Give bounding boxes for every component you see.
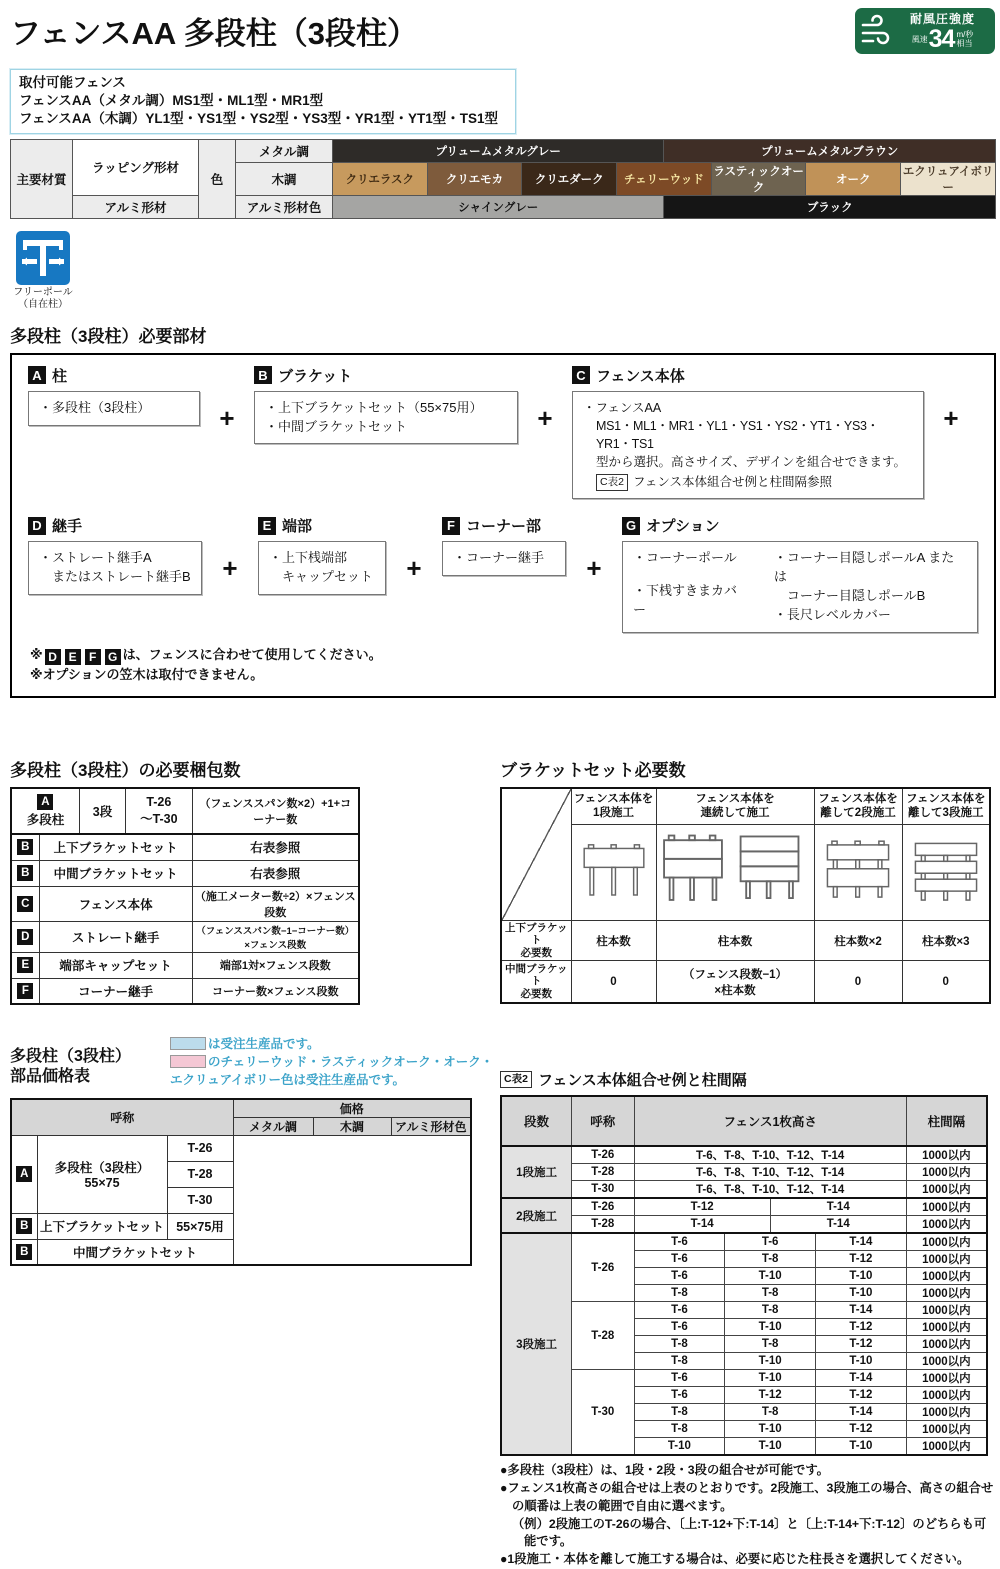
combo-height: T-14 xyxy=(816,1233,907,1251)
packing-row-badge: B xyxy=(17,865,33,881)
part-g-badge: G xyxy=(622,517,640,535)
combo-height: T-8 xyxy=(634,1353,725,1370)
combo-height: T-10 xyxy=(725,1370,816,1387)
combo-name: T-26 xyxy=(572,1146,635,1164)
packing-row-a-badge: A xyxy=(37,794,53,810)
part-e-end xyxy=(258,515,386,595)
footer-note-example: （例）2段施工のT-26の場合、〔上:T-12+下:T-14〕と〔上:T-14+下:T-12〕のどちらも可能です。 xyxy=(512,1516,987,1549)
part-e-item2: キャップセット xyxy=(282,569,373,585)
price-header: 価格 xyxy=(233,1099,471,1118)
table-row xyxy=(11,952,359,978)
plus-sign: + xyxy=(537,402,553,433)
part-g-item4: コーナー目隠しポールB xyxy=(786,587,926,603)
combo-spacing: 1000以内 xyxy=(906,1233,987,1251)
combo-height: T-12 xyxy=(816,1421,907,1438)
wind-speed-unit: m/秒 xyxy=(956,29,974,39)
packing-row-label: 上下ブラケットセット xyxy=(39,834,192,860)
table-row xyxy=(11,978,359,1004)
price-col-wood: 木調 xyxy=(313,1117,391,1135)
combo-spacing: 1000以内 xyxy=(906,1353,987,1370)
footer-notes xyxy=(500,1462,995,1569)
part-a-badge: A xyxy=(28,366,46,384)
diagram-continuous xyxy=(656,824,814,920)
part-g-title: オプション xyxy=(646,518,720,536)
combo-spacing: 1000以内 xyxy=(906,1421,987,1438)
combo-spacing: 1000以内 xyxy=(906,1268,987,1285)
wind-badge-title: 耐風圧強度 xyxy=(909,12,975,26)
part-a-post xyxy=(28,365,200,426)
note2-text: ※オプションの笠木は取付できません。 xyxy=(30,666,264,682)
combo-spacing: 1000以内 xyxy=(906,1319,987,1336)
compatible-fences-title: 取付可能フェンス xyxy=(19,75,126,90)
part-e-badge: E xyxy=(258,517,276,535)
wind-speed-value: 34 xyxy=(928,25,955,53)
combo-height: T-8 xyxy=(634,1421,725,1438)
part-b-item1: ・上下ブラケットセット（55×75用） xyxy=(265,399,483,415)
part-b-badge: B xyxy=(254,366,272,384)
part-d-item2: またはストレート継手B xyxy=(52,569,191,585)
price-col-alumi: アルミ形材色 xyxy=(391,1117,471,1135)
bracket-col3-header: フェンス本体を xyxy=(818,793,898,806)
combo-group-3dan: 3段施工 xyxy=(501,1233,572,1455)
note1-prefix: ※ xyxy=(30,646,43,662)
combo-header-height: フェンス1枚高さ xyxy=(634,1096,906,1146)
fence-combination-table xyxy=(500,1095,988,1456)
part-d-item1: ・ストレート継手A xyxy=(39,550,152,566)
table-row xyxy=(11,886,359,921)
price-row-b2-name: 中間ブラケットセット xyxy=(37,1239,233,1265)
diagonal-header-cell xyxy=(501,788,571,920)
combo-group-2dan: 2段施工 xyxy=(501,1198,572,1233)
plus-sign: + xyxy=(586,553,602,584)
combo-height: T-12 xyxy=(816,1387,907,1404)
plus-sign: + xyxy=(943,402,959,433)
note-badge-e: E xyxy=(65,649,81,665)
packing-row-a-formula: （フェンススパン数×2）+1+コーナー数 xyxy=(192,788,359,834)
category-alumi-label: アルミ形材色 xyxy=(236,195,333,218)
category-metal-label: メタル調 xyxy=(236,139,333,162)
parts-notes xyxy=(30,645,978,685)
combo-height: T-10 xyxy=(816,1285,907,1302)
color-swatch-currie-dark: クリエダーク xyxy=(522,162,617,195)
price-row-a-name: 多段柱（3段柱） xyxy=(54,1161,150,1176)
color-swatch-plume-metal-gray: プリュームメタルグレー xyxy=(333,139,664,162)
table-row xyxy=(11,921,359,952)
packing-row-formula: 右表参照 xyxy=(192,860,359,886)
combo-spacing: 1000以内 xyxy=(906,1164,987,1181)
part-f-title: コーナー部 xyxy=(466,518,542,536)
combo-header-spacing: 柱間隔 xyxy=(906,1096,987,1146)
footer-note-2: ●フェンス1枚高さの組合せは上表のとおりです。2段施工、3段施工の場合、高さの組合せの順番は上表の範囲で自由に選べます。 xyxy=(500,1480,994,1513)
ref-table-text: フェンス本体組合せ例と柱間隔参照 xyxy=(632,475,832,490)
color-swatch-currie-rusk: クリエラスク xyxy=(333,162,428,195)
packing-row-a-size2: ～T-30 xyxy=(140,812,178,827)
combo-height: T-8 xyxy=(725,1336,816,1353)
updown-value-4: 柱本数×3 xyxy=(902,920,990,961)
part-b-title: ブラケット xyxy=(278,367,353,385)
combo-name: T-30 xyxy=(572,1370,635,1456)
part-c-title: フェンス本体 xyxy=(596,367,685,385)
updown-value-3: 柱本数×2 xyxy=(814,920,902,961)
compatible-fences-line-wood: フェンスAA（木調）YL1型・YS1型・YS2型・YS3型・YR1型・YT1型・TS1型 xyxy=(19,111,499,127)
packing-row-label: フェンス本体 xyxy=(39,886,192,921)
packing-row-badge: F xyxy=(17,983,33,999)
packing-row-badge: E xyxy=(17,957,33,973)
combo-name: T-28 xyxy=(572,1302,635,1370)
packing-row-formula: 右表参照 xyxy=(192,834,359,860)
combo-spacing: 1000以内 xyxy=(906,1302,987,1319)
plus-sign: + xyxy=(406,553,422,584)
combo-name: T-28 xyxy=(572,1164,635,1181)
color-swatch-rustic-oak: ラスティックオーク xyxy=(711,162,806,195)
part-c-item3: 型から選択。高さサイズ、デザインを組合せできます。 xyxy=(596,455,907,470)
combo-heights: T-6、T-8、T-10、T-12、T-14 xyxy=(634,1164,906,1181)
combo-height: T-8 xyxy=(634,1404,725,1421)
wind-pressure-badge xyxy=(855,8,995,54)
color-swatch-currie-mocha: クリエモカ xyxy=(427,162,522,195)
wind-speed-suffix: 相当 xyxy=(956,38,973,48)
page-title: フェンスAA 多段柱（3段柱） xyxy=(10,16,418,51)
combo-group-1dan: 1段施工 xyxy=(501,1146,572,1198)
combo-height: T-10 xyxy=(725,1268,816,1285)
color-swatch-cherry-wood: チェリーウッド xyxy=(617,162,712,195)
combo-height: T-8 xyxy=(634,1285,725,1302)
price-row-a-size-2: T-28 xyxy=(167,1161,233,1187)
combo-heights: T-6、T-8、T-10、T-12、T-14 xyxy=(634,1181,906,1199)
note1-text: は、フェンスに合わせて使用してください。 xyxy=(122,646,382,662)
combo-height: T-6 xyxy=(634,1268,725,1285)
table-row xyxy=(501,1181,987,1199)
packing-count-table xyxy=(10,787,360,1005)
combo-height: T-10 xyxy=(816,1268,907,1285)
part-a-title: 柱 xyxy=(52,367,68,385)
combo-height: T-6 xyxy=(634,1251,725,1268)
table-row xyxy=(11,860,359,886)
color-swatch-shine-gray: シャイングレー xyxy=(333,195,664,218)
combo-height: T-14 xyxy=(634,1216,770,1234)
packing-row-label: ストレート継手 xyxy=(39,921,192,952)
part-e-title: 端部 xyxy=(282,518,313,536)
price-row-a-badge: A xyxy=(16,1166,32,1182)
packing-row-badge: C xyxy=(17,896,33,912)
part-g-item2: ・下桟すきまカバー xyxy=(633,583,738,617)
price-table-heading-line2: 部品価格表 xyxy=(10,1068,91,1086)
freepole-caption-line1: フリーポール xyxy=(13,286,73,298)
packing-row-a-name: 多段柱 xyxy=(26,813,65,828)
updown-value-2: 柱本数 xyxy=(656,920,814,961)
combo-height: T-6 xyxy=(634,1370,725,1387)
color-swatch-ecru-ivory: エクリュアイボリー xyxy=(901,162,996,195)
combo-height: T-12 xyxy=(634,1198,770,1216)
combo-name: T-26 xyxy=(572,1198,635,1216)
table-row xyxy=(501,1302,987,1319)
price-row-b2-badge: B xyxy=(16,1244,32,1260)
packing-row-a-size1: T-26 xyxy=(146,795,172,810)
combo-height: T-10 xyxy=(725,1438,816,1456)
middle-value-2: （フェンス段数−1） xyxy=(682,968,788,981)
packing-row-badge: D xyxy=(17,929,33,945)
note-badge-g: G xyxy=(105,649,121,665)
combo-name: T-30 xyxy=(572,1181,635,1199)
compatible-fences-line-metal: フェンスAA（メタル調）MS1型・ML1型・MR1型 xyxy=(19,93,324,109)
combo-height: T-8 xyxy=(634,1336,725,1353)
middle-bracket-label: 中間ブラケット xyxy=(505,962,568,988)
diagram-spaced-three-tier xyxy=(902,824,990,920)
combo-height: T-12 xyxy=(816,1251,907,1268)
combo-spacing: 1000以内 xyxy=(906,1251,987,1268)
packing-row-formula: 端部1対×フェンス段数 xyxy=(192,952,359,978)
combo-spacing: 1000以内 xyxy=(906,1198,987,1216)
table-row xyxy=(501,1164,987,1181)
material-main-label: 主要材質 xyxy=(11,139,73,218)
material-wrap-label: ラッピング形材 xyxy=(73,139,199,195)
combo-height: T-10 xyxy=(816,1438,907,1456)
updown-bracket-label: 上下ブラケット xyxy=(505,921,568,947)
combo-height: T-14 xyxy=(770,1216,906,1234)
part-d-title: 継手 xyxy=(52,518,83,536)
combo-height: T-14 xyxy=(816,1404,907,1421)
packing-table-heading: 多段柱（3段柱）の必要梱包数 xyxy=(10,761,241,781)
freepole-caption-line2: （自在柱） xyxy=(18,299,68,311)
bracket-count-table: フェンス本体を 1段施工 フェンス本体を 連続して施工 フェンス本体を 離して2段施工 フェンス本体を 離して3段施工 上下ブラケット 必要数 柱本数 柱本数 柱本数×2 柱本数×3 中間ブラケット 必要数 0 （フェンス段数−1） ×柱本数 0 0 xyxy=(500,787,991,1004)
wind-icon xyxy=(859,14,893,48)
part-f-corner xyxy=(442,515,566,576)
parts-price-table xyxy=(10,1098,472,1267)
part-f-item1: ・コーナー継手 xyxy=(453,550,545,566)
compatible-fences-box xyxy=(10,69,516,134)
parts-section-heading: 多段柱（3段柱）必要部材 xyxy=(10,326,207,346)
price-row-a-size-1: T-26 xyxy=(167,1135,233,1161)
combo-spacing: 1000以内 xyxy=(906,1181,987,1199)
price-row-a-size-3: T-30 xyxy=(167,1187,233,1213)
required-parts-box xyxy=(10,353,996,699)
price-table-heading-line1: 多段柱（3段柱） xyxy=(10,1048,131,1066)
page-header xyxy=(10,8,995,54)
combo-table-heading: フェンス本体組合せ例と柱間隔 xyxy=(537,1072,747,1090)
price-row-b1-name: 上下ブラケットセット xyxy=(37,1213,167,1239)
middle-value-1: 0 xyxy=(571,961,656,1003)
color-swatch-plume-metal-brown: プリュームメタルブラウン xyxy=(664,139,996,162)
price-row-b1-size: 55×75用 xyxy=(167,1213,233,1239)
combo-height: T-14 xyxy=(770,1198,906,1216)
table-row: A 多段柱（3段柱） 55×75 T-26 xyxy=(11,1135,471,1161)
packing-row-label: コーナー継手 xyxy=(39,978,192,1004)
part-c-badge: C xyxy=(572,366,590,384)
combo-header-dan: 段数 xyxy=(501,1096,572,1146)
table-row xyxy=(501,1216,987,1234)
combo-heights: T-6、T-8、T-10、T-12、T-14 xyxy=(634,1146,906,1164)
combo-spacing: 1000以内 xyxy=(906,1285,987,1302)
combo-height: T-8 xyxy=(725,1404,816,1421)
color-swatch-oak: オーク xyxy=(806,162,901,195)
diagram-one-tier xyxy=(571,824,656,920)
combo-height: T-12 xyxy=(816,1319,907,1336)
diagram-spaced-two-tier xyxy=(814,824,902,920)
combo-height: T-14 xyxy=(816,1302,907,1319)
packing-row-badge: B xyxy=(17,839,33,855)
part-b-item2: ・中間ブラケットセット xyxy=(265,418,407,434)
combo-height: T-6 xyxy=(634,1387,725,1404)
table-row xyxy=(11,834,359,860)
color-label: 色 xyxy=(199,139,236,218)
combo-height: T-10 xyxy=(634,1438,725,1456)
table-row xyxy=(501,1233,987,1251)
packing-row-formula: （施工メーター数÷2）×フェンス段数 xyxy=(192,886,359,921)
made-to-order-legend xyxy=(170,1035,500,1089)
table-row xyxy=(501,1146,987,1164)
combo-spacing: 1000以内 xyxy=(906,1438,987,1456)
price-row-b1-badge: B xyxy=(16,1218,32,1234)
ref-table-tag: C表2 xyxy=(596,474,628,491)
combo-name: T-26 xyxy=(572,1233,635,1302)
middle-value-3: 0 xyxy=(814,961,902,1003)
bracket-col2-header: フェンス本体を xyxy=(695,793,775,806)
combo-height: T-12 xyxy=(725,1387,816,1404)
packing-row-label: 端部キャップセット xyxy=(39,952,192,978)
part-g-options xyxy=(622,515,978,632)
legend-blue-swatch xyxy=(170,1037,206,1050)
part-b-bracket xyxy=(254,365,518,445)
combo-spacing: 1000以内 xyxy=(906,1387,987,1404)
price-col-metal: メタル調 xyxy=(233,1117,313,1135)
combo-height: T-12 xyxy=(816,1336,907,1353)
table-row xyxy=(501,1198,987,1216)
bracket-col4-header: フェンス本体を xyxy=(905,793,986,806)
combo-height: T-6 xyxy=(634,1319,725,1336)
middle-value-4: 0 xyxy=(902,961,990,1003)
note-badge-f: F xyxy=(85,649,101,665)
plus-sign: + xyxy=(219,402,235,433)
combo-height: T-8 xyxy=(725,1302,816,1319)
category-wood-label: 木調 xyxy=(236,162,333,195)
part-a-item: ・多段柱（3段柱） xyxy=(39,399,151,415)
legend-pink-swatch xyxy=(170,1055,206,1068)
combo-height: T-14 xyxy=(816,1370,907,1387)
combo-name: T-28 xyxy=(572,1216,635,1234)
footer-note-3: ●1段施工・本体を離して施工する場合は、必要に応じた柱長さを選択してください。 xyxy=(500,1552,970,1567)
combo-height: T-8 xyxy=(725,1285,816,1302)
part-c-fence-body xyxy=(572,365,924,500)
price-values-empty-area xyxy=(233,1135,471,1265)
footer-note-1: ●多段柱（3段柱）は、1段・2段・3段の組合せが可能です。 xyxy=(500,1463,829,1478)
part-c-item1: ・フェンスAA xyxy=(583,400,662,415)
bracket-col1-header: フェンス本体を xyxy=(573,793,654,806)
packing-row-label: 中間ブラケットセット xyxy=(39,860,192,886)
packing-row-formula: （フェンススパン数−1−コーナー数）×フェンス段数 xyxy=(192,921,359,952)
freepole-feature xyxy=(10,231,76,312)
freepole-icon xyxy=(16,231,70,285)
combo-table-tag: C表2 xyxy=(500,1071,532,1088)
combo-spacing: 1000以内 xyxy=(906,1336,987,1353)
part-g-item5: ・長尺レベルカバー xyxy=(773,606,891,622)
packing-row-a-dan: 3段 xyxy=(79,788,125,834)
updown-value-1: 柱本数 xyxy=(571,920,656,961)
material-alumi-label: アルミ形材 xyxy=(73,195,199,218)
combo-spacing: 1000以内 xyxy=(906,1404,987,1421)
combo-height: T-6 xyxy=(634,1233,725,1251)
note-badge-d: D xyxy=(45,649,61,665)
combo-spacing: 1000以内 xyxy=(906,1370,987,1387)
combo-spacing: 1000以内 xyxy=(906,1146,987,1164)
part-g-item3: ・コーナー目隠しポールA または xyxy=(773,550,955,585)
part-d-joint xyxy=(28,515,202,595)
part-d-badge: D xyxy=(28,517,46,535)
part-g-item1: ・コーナーポール xyxy=(633,550,737,566)
combo-height: T-10 xyxy=(725,1353,816,1370)
combo-height: T-10 xyxy=(725,1421,816,1438)
part-e-item1: ・上下桟端部 xyxy=(269,550,348,566)
combo-height: T-10 xyxy=(725,1319,816,1336)
legend-pink-text: のチェリーウッド・ラスティックオーク・オーク・エクリュアイボリー色は受注生産品です。 xyxy=(170,1055,494,1088)
combo-spacing: 1000以内 xyxy=(906,1216,987,1234)
legend-blue-text: は受注生産品です。 xyxy=(208,1037,320,1052)
packing-row-formula: コーナー数×フェンス段数 xyxy=(192,978,359,1004)
material-color-table xyxy=(10,139,996,219)
bracket-table-heading: ブラケットセット必要数 xyxy=(500,761,686,781)
wind-speed-label: 風速 xyxy=(911,34,928,44)
part-c-item2: MS1・ML1・MR1・YL1・YS1・YS2・YT1・YS3・YR1・TS1 xyxy=(596,418,879,451)
combo-header-name: 呼称 xyxy=(572,1096,635,1146)
table-row xyxy=(501,1370,987,1387)
combo-height: T-10 xyxy=(816,1353,907,1370)
plus-sign: + xyxy=(222,553,238,584)
combo-height: T-6 xyxy=(725,1233,816,1251)
price-col-name-header: 呼称 xyxy=(11,1099,233,1136)
color-swatch-black: ブラック xyxy=(664,195,996,218)
combo-height: T-8 xyxy=(725,1251,816,1268)
combo-height: T-6 xyxy=(634,1302,725,1319)
part-f-badge: F xyxy=(442,517,460,535)
